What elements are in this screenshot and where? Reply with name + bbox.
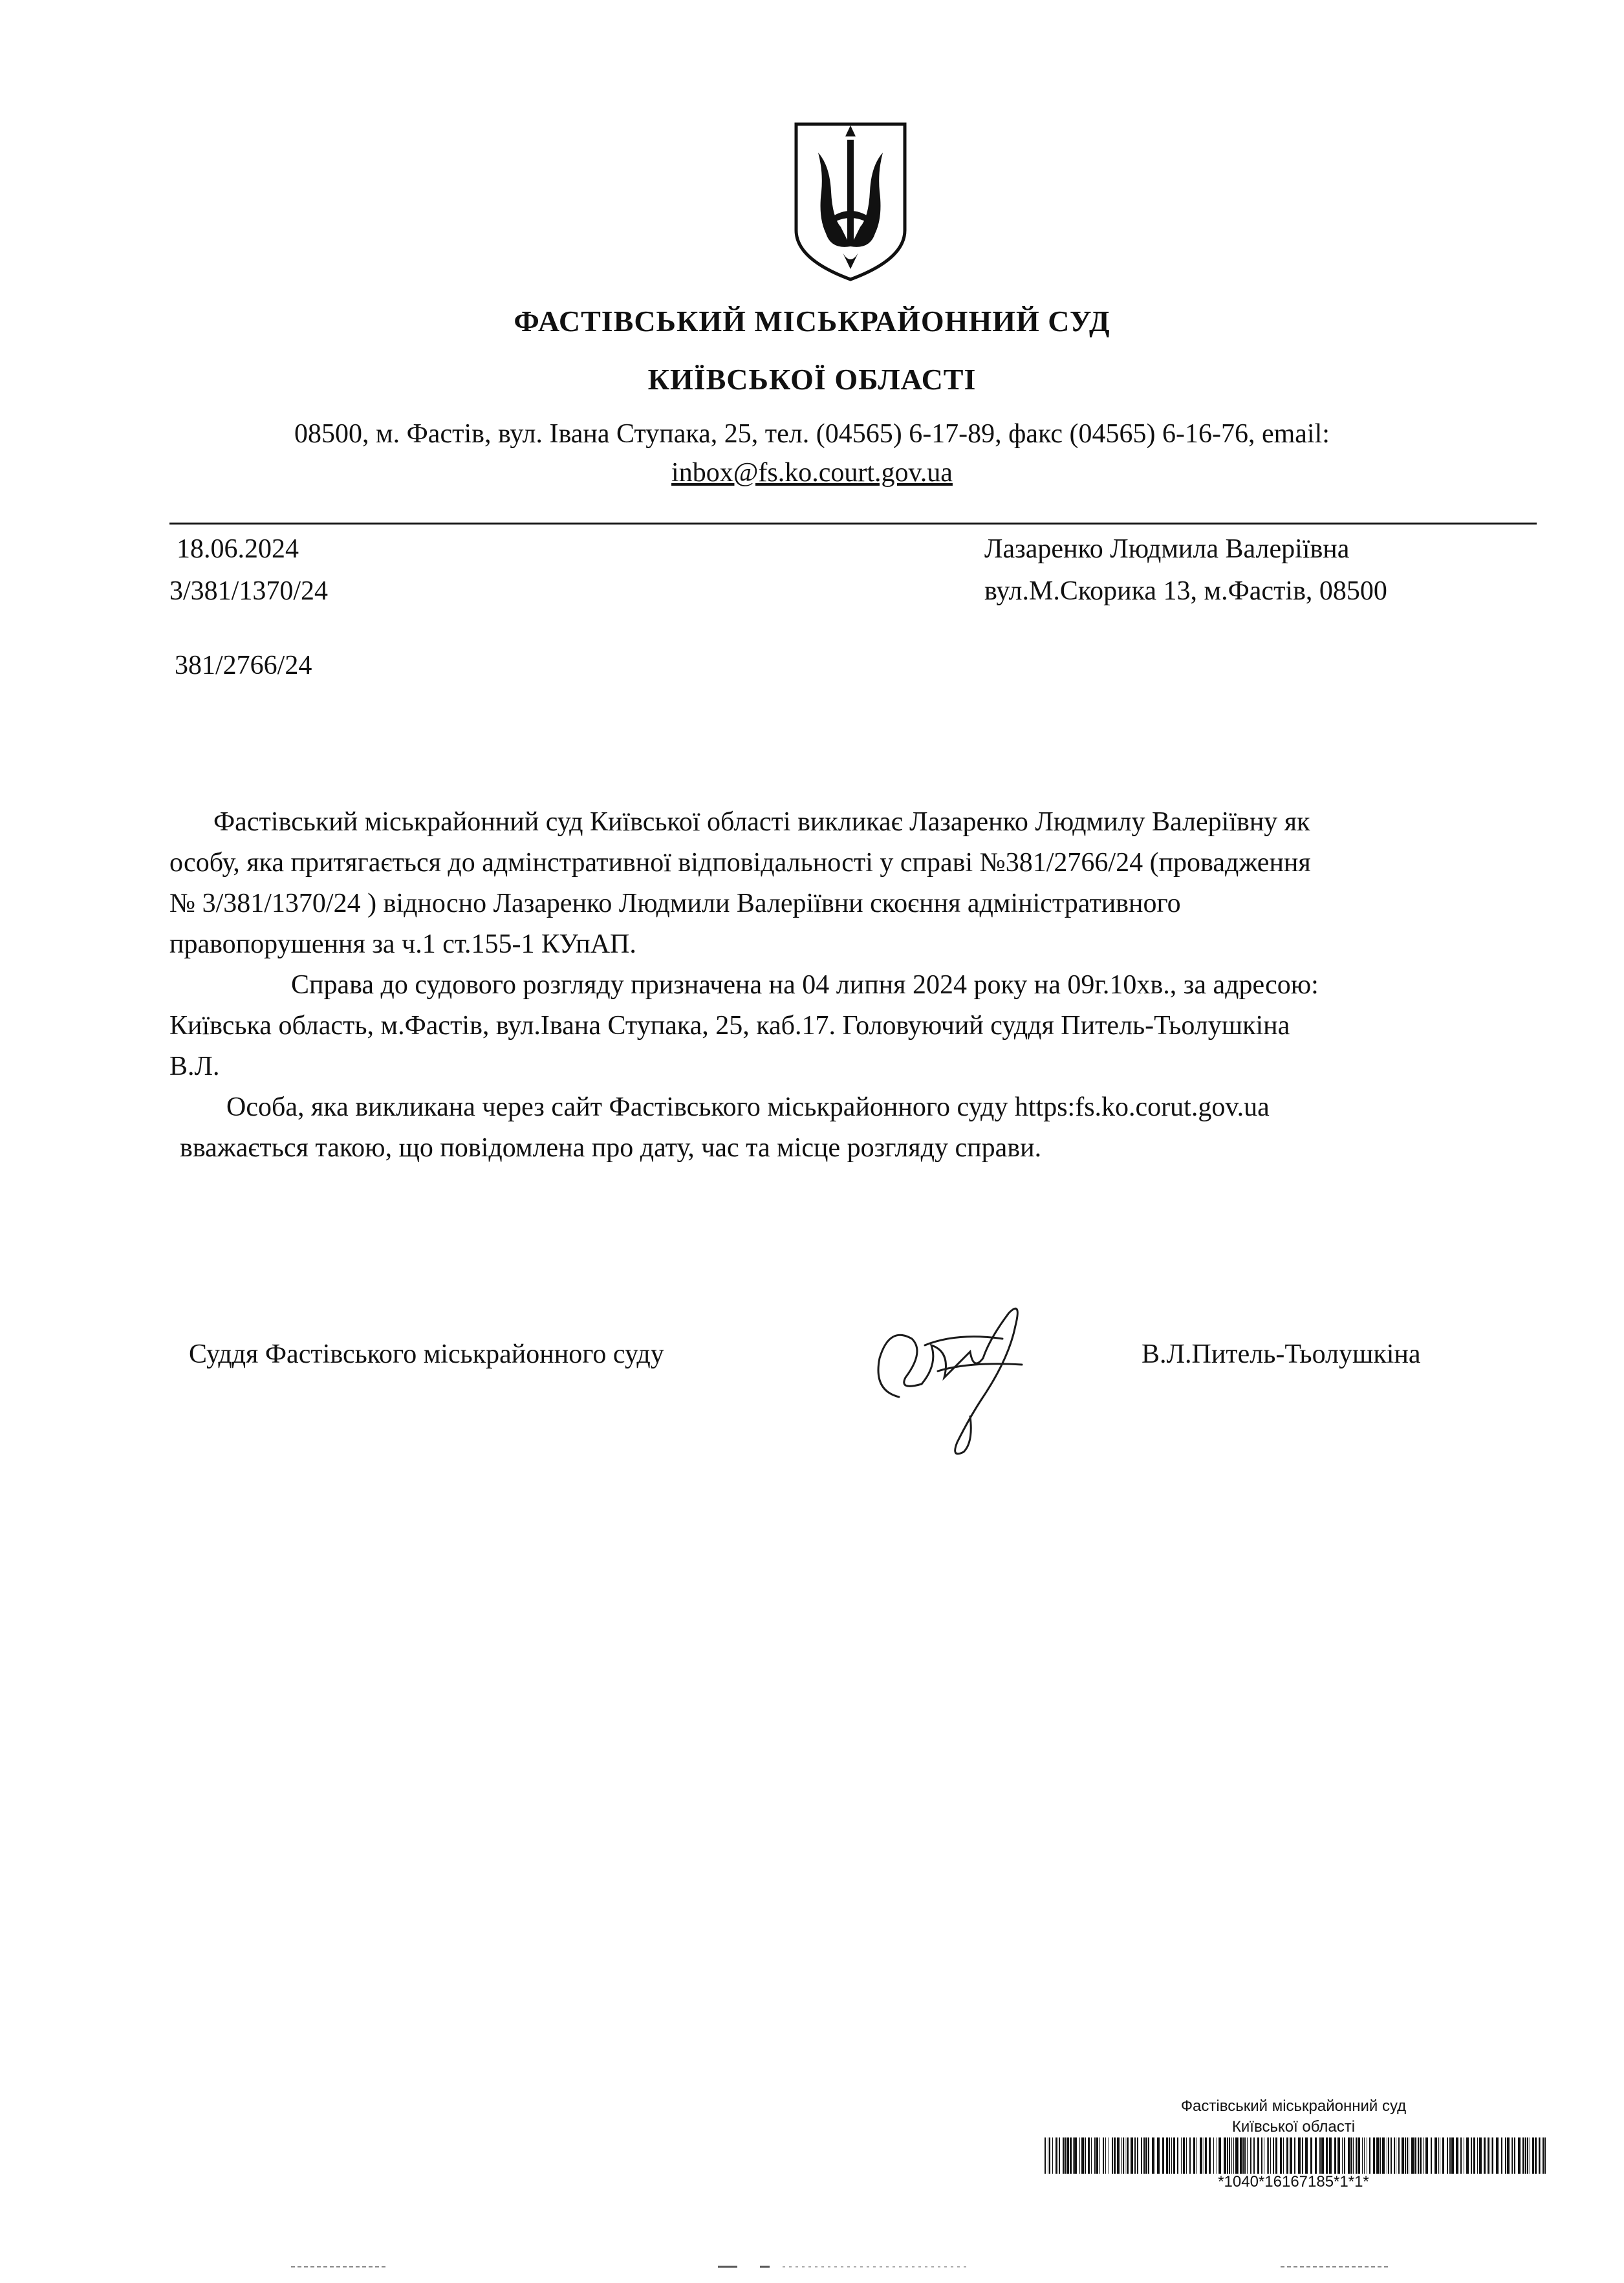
barcode-bar (1380, 2137, 1381, 2174)
barcode-bar (1183, 2137, 1185, 2174)
barcode-bar (1250, 2137, 1251, 2174)
barcode-bar (1096, 2137, 1098, 2174)
body-paragraph-2-line-3: В.Л. (169, 1052, 220, 1081)
barcode-bar (1337, 2137, 1340, 2174)
barcode-bar (1177, 2137, 1178, 2174)
barcode-bar (1334, 2137, 1336, 2174)
barcode-bar (1492, 2137, 1493, 2174)
barcode-bar (1045, 2137, 1046, 2174)
barcode-bar (1507, 2137, 1510, 2174)
stamp-court-name: Фастівський міськрайонний суд (1180, 2097, 1407, 2115)
barcode-bar (1420, 2137, 1422, 2174)
barcode-bar (1539, 2137, 1540, 2174)
barcode-bar (1213, 2137, 1214, 2174)
barcode-bar (1253, 2137, 1255, 2174)
body-paragraph-3-line-2: вважається такою, що повідомлена про дату, час та місце розгляду справи. (180, 1133, 1042, 1163)
barcode-bar (1065, 2137, 1066, 2174)
barcode-bar (1456, 2137, 1458, 2174)
barcode-bar (1438, 2137, 1439, 2174)
barcode-bar (1247, 2137, 1248, 2174)
barcode-bar (1348, 2137, 1350, 2174)
handwritten-signature-icon (860, 1287, 1054, 1468)
barcode-bar (1532, 2137, 1534, 2174)
barcode-bar (1145, 2137, 1147, 2174)
barcode-bar (1112, 2137, 1113, 2174)
trident-coat-of-arms-icon (792, 120, 909, 282)
barcode-bar (1099, 2137, 1100, 2174)
barcode-bar (1505, 2137, 1506, 2174)
barcode-bar (1477, 2137, 1478, 2174)
barcode-bar (1137, 2137, 1138, 2174)
signatory-name: В.Л.Питель-Тьолушкіна (1142, 1339, 1421, 1369)
barcode-bar (1049, 2137, 1050, 2174)
barcode-bar (1356, 2137, 1357, 2174)
barcode-bar (1268, 2137, 1269, 2174)
barcode-bar (1148, 2137, 1149, 2174)
barcode-bar (1369, 2137, 1370, 2174)
barcode-bar (1290, 2137, 1292, 2174)
header-divider (169, 523, 1537, 525)
barcode-icon (1045, 2137, 1546, 2174)
body-paragraph-1-line-3: № 3/381/1370/24 ) відносно Лазаренко Людмили Валеріївни скоєння адміністративного (169, 889, 1181, 918)
court-name-line1: ФАСТІВСЬКИЙ МІСЬКРАЙОННИЙ СУД (514, 305, 1110, 338)
body-paragraph-2-line-1: Справа до судового розгляду призначена на 04 липня 2024 року на 09г.10хв., за адресою: (291, 970, 1319, 1000)
barcode-bar (1063, 2137, 1065, 2174)
barcode-bar (1460, 2137, 1462, 2174)
barcode-bar (1398, 2137, 1400, 2174)
court-email-line (0, 457, 1624, 488)
barcode-bar (1329, 2137, 1332, 2174)
barcode-bar (1411, 2137, 1414, 2174)
barcode-bar (1373, 2137, 1375, 2174)
document-date: 18.06.2024 (177, 534, 299, 564)
barcode-bar (1425, 2137, 1428, 2174)
barcode-bar (1283, 2137, 1284, 2174)
barcode-bar (1543, 2137, 1544, 2174)
barcode-bar (1358, 2137, 1360, 2174)
barcode-bar (1200, 2137, 1202, 2174)
barcode-bar (1085, 2137, 1086, 2174)
barcode-bar (1423, 2137, 1424, 2174)
barcode-bar (1514, 2137, 1515, 2174)
barcode-bar (1261, 2137, 1262, 2174)
scan-artifacts (0, 2260, 1624, 2273)
barcode-bar (1488, 2137, 1489, 2174)
barcode-bar (1342, 2137, 1343, 2174)
barcode-bar (1189, 2137, 1191, 2174)
barcode-bar (1091, 2137, 1092, 2174)
barcode-bar (1267, 2137, 1268, 2174)
body-paragraph-3-line-1: Особа, яка викликана через сайт Фастівського міськрайонного суду https:fs.ko.corut.gov.ua (226, 1092, 1270, 1122)
barcode-bar (1418, 2137, 1419, 2174)
barcode-bar (1074, 2137, 1077, 2174)
barcode-bar (1362, 2137, 1363, 2174)
barcode-bar (1056, 2137, 1057, 2174)
barcode-bar (1388, 2137, 1389, 2174)
stamp-region: Київської області (1231, 2118, 1356, 2136)
barcode-bar (1229, 2137, 1230, 2174)
barcode-bar (1407, 2137, 1408, 2174)
barcode-bar (1484, 2137, 1486, 2174)
body-paragraph-1-line-2: особу, яка притягається до адмінстративної відповідальності у справі №381/2766/24 (провадження (169, 848, 1311, 878)
barcode-bar (1442, 2137, 1444, 2174)
barcode-bar (1449, 2137, 1451, 2174)
barcode-bar (1094, 2137, 1096, 2174)
barcode-bar (1394, 2137, 1395, 2174)
barcode-bar (1451, 2137, 1454, 2174)
barcode-bar (1131, 2137, 1133, 2174)
court-email-link[interactable]: inbox@fs.ko.court.gov.ua (671, 458, 953, 488)
barcode-bar (1496, 2137, 1499, 2174)
barcode-bar (1123, 2137, 1124, 2174)
barcode-bar (1326, 2137, 1328, 2174)
barcode-bar (1227, 2137, 1228, 2174)
barcode-bar (1431, 2137, 1432, 2174)
barcode-bar (1525, 2137, 1526, 2174)
barcode-bar (1067, 2137, 1069, 2174)
barcode-bar (1224, 2137, 1226, 2174)
barcode-bar (1298, 2137, 1301, 2174)
barcode-bar (1471, 2137, 1472, 2174)
barcode-bar (1205, 2137, 1207, 2174)
barcode-bar (1169, 2137, 1170, 2174)
barcode-bar (1088, 2137, 1090, 2174)
barcode-bar (1079, 2137, 1080, 2174)
court-name-line2: КИЇВСЬКОЇ ОБЛАСТІ (647, 363, 977, 396)
barcode-bar (1059, 2137, 1060, 2174)
barcode-bar (1275, 2137, 1277, 2174)
barcode-bar (1193, 2137, 1195, 2174)
outgoing-number: 3/381/1370/24 (169, 576, 329, 606)
case-number: 381/2766/24 (175, 651, 312, 680)
body-paragraph-2-line-2: Київська область, м.Фастів, вул.Івана Ступака, 25, каб.17. Головуючий суддя Питель-Тьолушкіна (169, 1011, 1290, 1041)
barcode-bar (1518, 2137, 1521, 2174)
barcode-bar (1162, 2137, 1164, 2174)
barcode-bar (1114, 2137, 1116, 2174)
barcode-bar (1121, 2137, 1122, 2174)
barcode-bar (1127, 2137, 1129, 2174)
barcode-bar (1321, 2137, 1324, 2174)
barcode-bar (1364, 2137, 1365, 2174)
barcode-text: *1040*16167185*1*1* (1218, 2173, 1369, 2191)
barcode-bar (1070, 2137, 1072, 2174)
barcode-bar (1073, 2137, 1074, 2174)
barcode-bar (1173, 2137, 1175, 2174)
barcode-bar (1219, 2137, 1221, 2174)
barcode-bar (1315, 2137, 1317, 2174)
barcode-bar (1270, 2137, 1271, 2174)
barcode-bar (1141, 2137, 1142, 2174)
barcode-bar (1233, 2137, 1234, 2174)
barcode-bar (1103, 2137, 1104, 2174)
barcode-bar (1479, 2137, 1482, 2174)
barcode-bar (1353, 2137, 1354, 2174)
barcode-bar (1235, 2137, 1238, 2174)
barcode-bar (1466, 2137, 1469, 2174)
barcode-bar (1171, 2137, 1172, 2174)
barcode-bar (1209, 2137, 1211, 2174)
barcode-bar (1376, 2137, 1379, 2174)
signatory-title: Суддя Фастівського міськрайонного суду (189, 1339, 664, 1369)
barcode-bar (1435, 2137, 1437, 2174)
barcode-bar (1231, 2137, 1232, 2174)
barcode-bar (1447, 2137, 1448, 2174)
barcode-bar (1105, 2137, 1106, 2174)
barcode-bar (1319, 2137, 1321, 2174)
barcode-bar (1544, 2137, 1546, 2174)
barcode-bar (1302, 2137, 1303, 2174)
body-paragraph-1-line-4: правопорушення за ч.1 ст.155-1 КУпАП. (169, 929, 636, 959)
recipient-name: Лазаренко Людмила Валеріївна (984, 534, 1350, 564)
barcode-bar (1240, 2137, 1242, 2174)
barcode-bar (1310, 2137, 1312, 2174)
recipient-address: вул.М.Скорика 13, м.Фастів, 08500 (984, 576, 1387, 606)
barcode-bar (1134, 2137, 1136, 2174)
barcode-bar (1522, 2137, 1524, 2174)
body-paragraph-1-line-1: Фастівський міськрайонний суд Київської області викликає Лазаренко Людмилу Валеріївну як (213, 807, 1310, 837)
barcode-bar (1305, 2137, 1308, 2174)
barcode-bar (1501, 2137, 1502, 2174)
barcode-bar (1152, 2137, 1154, 2174)
barcode-bar (1242, 2137, 1244, 2174)
barcode-bar (1473, 2137, 1475, 2174)
barcode-bar (1244, 2137, 1246, 2174)
barcode-bar (1414, 2137, 1416, 2174)
barcode-bar (1512, 2137, 1513, 2174)
barcode-bar (1382, 2137, 1385, 2174)
barcode-bar (1181, 2137, 1182, 2174)
barcode-bar (1166, 2137, 1168, 2174)
barcode-bar (1052, 2137, 1053, 2174)
barcode-bar (1527, 2137, 1528, 2174)
barcode-bar (1257, 2137, 1259, 2174)
barcode-bar (1286, 2137, 1288, 2174)
barcode-bar (1280, 2137, 1282, 2174)
barcode-bar (1405, 2137, 1406, 2174)
barcode-bar (1535, 2137, 1537, 2174)
court-address: 08500, м. Фастів, вул. Івана Ступака, 25, тел. (04565) 6-17-89, факс (04565) 6-16-76, email: (294, 419, 1330, 449)
barcode-bar (1391, 2137, 1392, 2174)
barcode-bar (1186, 2137, 1187, 2174)
barcode-bar (1402, 2137, 1404, 2174)
barcode-bar (1081, 2137, 1084, 2174)
barcode-bar (1344, 2137, 1345, 2174)
barcode-bar (1196, 2137, 1197, 2174)
barcode-bar (1157, 2137, 1160, 2174)
barcode-bar (1143, 2137, 1145, 2174)
barcode-bar (1350, 2137, 1352, 2174)
barcode-bar (1294, 2137, 1295, 2174)
barcode-bar (1117, 2137, 1120, 2174)
barcode-bar (1273, 2137, 1274, 2174)
